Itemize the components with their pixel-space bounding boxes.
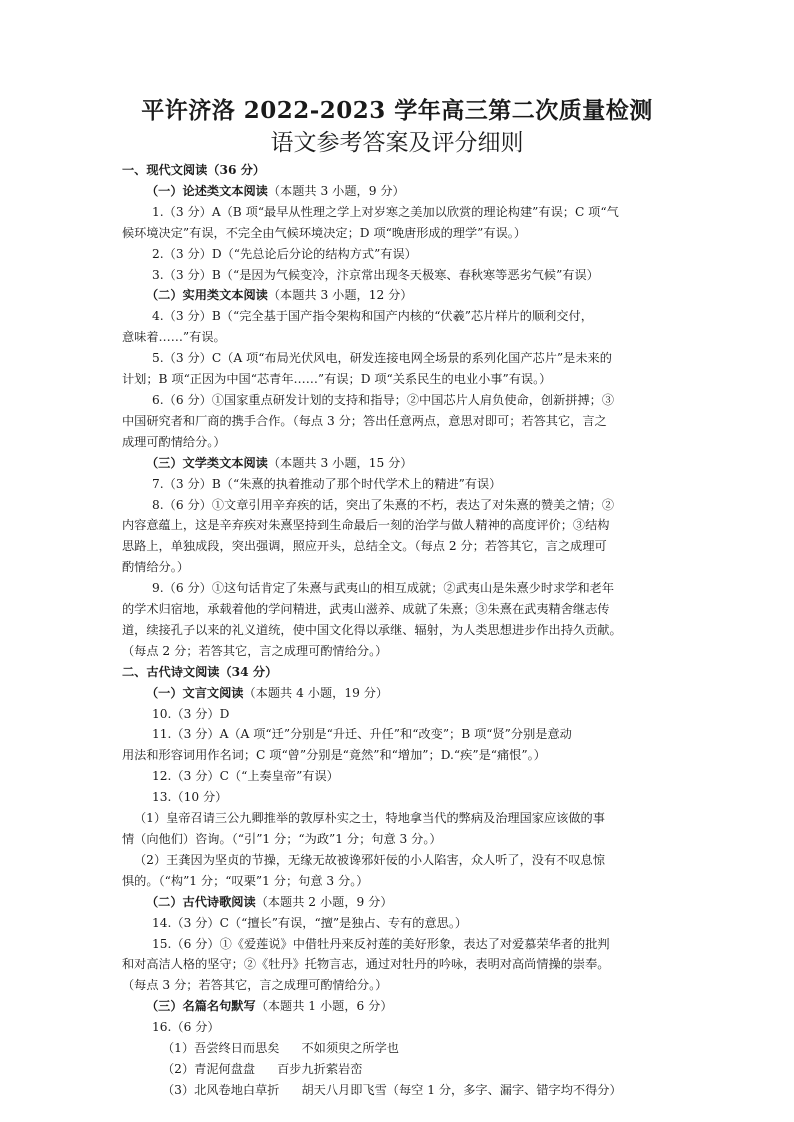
answer-line: （1）皇帝召请三公九卿推举的敦厚朴实之士，特地拿当代的弊病及治理国家应该做的事 [134,811,605,826]
answer-line: 的学术归宿地，承载着他的学问精进，武夷山滋养、成就了朱熹；③朱熹在武夷精舍继志传 [122,602,610,617]
answer-line: 1.（3 分）A（B 项“最早从性理之学上对岁寒之美加以欣赏的理论构建”有误；C 项“气 [152,204,619,219]
document-subtitle: 语文参考答案及评分细则 [270,130,524,156]
answer-line: 酌情给分。） [122,560,190,575]
answer-line: 候环境决定”有误，不完全由气候环境决定；D 项“晚唐形成的理学”有误。） [122,225,527,240]
dictation-line [122,1059,674,1080]
answer-line: 12.（3 分）C（“上奏皇帝”有误） [152,769,339,784]
answer-line: 13.（10 分） [152,790,228,805]
answer-line: 6.（6 分）①国家重点研发计划的支持和指导；②中国芯片人肩负使命，创新拼搏；③ [152,392,615,407]
document-title: 平许济洛 2022-2023 学年高三第二次质量检测 [141,97,653,124]
answer-line: 11.（3 分）A（A 项“迁”分别是“升迁、升任”和“改变”；B 项“贤”分别是意动 [152,727,572,742]
subsection-title: （二）实用类文本阅读 [146,288,268,303]
answer-line: 14.（3 分）C（“擅长”有误，“擅”是独占、专有的意思。） [152,915,468,930]
answer-line: 用法和形容词用作名词；C 项“曾”分别是“竟然”和“增加”；D.“疾”是“痛恨”。） [122,748,546,763]
subsection-dictation [122,996,674,1017]
answer-line: 4.（3 分）B（“完全基于国产指令架构和国产内核的“伏羲”芯片样片的顺利交付， [152,309,593,324]
answer-line: 思路上，单独成段，突出强调，照应开头，总结全文。（每点 2 分；若答其它，言之成理可 [122,539,607,554]
subsection-title: （三）文学类文本阅读 [146,455,268,470]
answer-line: （2）王龚因为坚贞的节操，无缘无故被谗邪奸佞的小人陷害，众人听了，没有不叹息惊 [134,852,605,867]
subsection-title: （三）名篇名句默写 [146,999,256,1014]
answer-line: 5.（3 分）C（A 项“布局光伏风电，研发连接电网全场景的系列化国产芯片”是未来的 [152,351,612,366]
answer-line: 道，续接孔子以来的礼义道统，使中国文化得以承继、辐射，为人类思想进步作出持久贡献。 [122,622,622,637]
answer-line: （每点 2 分；若答其它，言之成理可酌情给分。） [122,643,388,658]
subsection-literary [122,453,674,474]
subsection-note: （本题共 2 小题，9 分） [255,894,393,909]
answer-content [122,160,674,1101]
subsection-argumentative [122,181,674,202]
answer-line: 惧的。（“构”1 分；“叹栗”1 分；句意 3 分。） [122,873,369,888]
subsection-title: （二）古代诗歌阅读 [146,894,256,909]
answer-line: 中国研究者和厂商的携手合作。（每点 3 分；答出任意两点，意思对即可；若答其它，言之 [122,413,607,428]
answer-line: 10.（3 分）D [152,706,230,721]
answer-line: 9.（6 分）①这句话肯定了朱熹与武夷山的相互成就；②武夷山是朱熹少时求学和老年 [152,581,615,596]
answer-line: 成理可酌情给分。） [122,434,226,449]
answer-line: 16.（6 分） [152,1020,220,1035]
dictation-line [122,1038,674,1059]
dictation-line [122,1080,674,1101]
dictation-answer: （2）青泥何盘盘 [162,1061,256,1076]
dictation-answer: （1）吾尝终日而思矣 [162,1041,280,1056]
answer-line: 内容意蕴上，这是辛弃疾对朱熹坚持到生命最后一刻的治学与做人精神的高度评价；③结构 [122,518,610,533]
dictation-answer: 胡天八月即飞雪（每空 1 分，多字、漏字、错字均不得分） [301,1082,622,1097]
dictation-answer: （3）北风卷地白草折 [162,1082,280,1097]
subsection-note: （本题共 3 小题，12 分） [267,288,413,303]
answer-line: 15.（6 分）①《爱莲说》中借牡丹来反衬莲的美好形象，表达了对爱慕荣华者的批判 [152,936,610,951]
answer-line: （每点 3 分；若答其它，言之成理可酌情给分。） [122,978,388,993]
answer-line: 8.（6 分）①文章引用辛弃疾的话，突出了朱熹的不朽，表达了对朱熹的赞美之情；② [152,497,615,512]
subsection-classical-prose [122,683,674,704]
subsection-note: （本题共 4 小题，19 分） [243,685,389,700]
subsection-practical [122,285,674,306]
subsection-note: （本题共 1 小题，6 分） [255,999,393,1014]
subsection-title: （一）文言文阅读 [146,685,244,700]
answer-line: 和对高洁人格的坚守；②《牡丹》托物言志，通过对牡丹的吟咏，表明对高尚情操的崇奉。 [122,957,610,972]
dictation-answer: 不如须臾之所学也 [301,1041,399,1056]
dictation-answer: 百步九折萦岩峦 [277,1061,363,1076]
answer-line: 7.（3 分）B（“朱熹的执着推动了那个时代学术上的精进”有误） [152,476,502,491]
subsection-note: （本题共 3 小题，15 分） [267,455,413,470]
section-header-classical-reading: 二、古代诗文阅读（34 分） [122,664,278,679]
subsection-note: （本题共 3 小题，9 分） [267,183,405,198]
section-header-modern-reading: 一、现代文阅读（36 分） [122,163,266,177]
answer-line: 意味着……”有误。 [122,330,226,345]
subsection-title: （一）论述类文本阅读 [146,183,268,198]
answer-line: 计划；B 项“正因为中国“芯青年……”有误；D 项“关系民生的电业小事”有误。） [122,372,552,387]
answer-line: 情（向他们）咨询。（“引”1 分；“为政”1 分；句意 3 分。） [122,832,442,846]
subsection-classical-poetry [122,892,674,913]
answer-line: 3.（3 分）B（“是因为气候变冷，汴京常出现冬天极寒、春秋寒等恶劣气候”有误） [152,267,599,282]
answer-line: 2.（3 分）D（“先总论后分论的结构方式”有误） [152,246,417,261]
